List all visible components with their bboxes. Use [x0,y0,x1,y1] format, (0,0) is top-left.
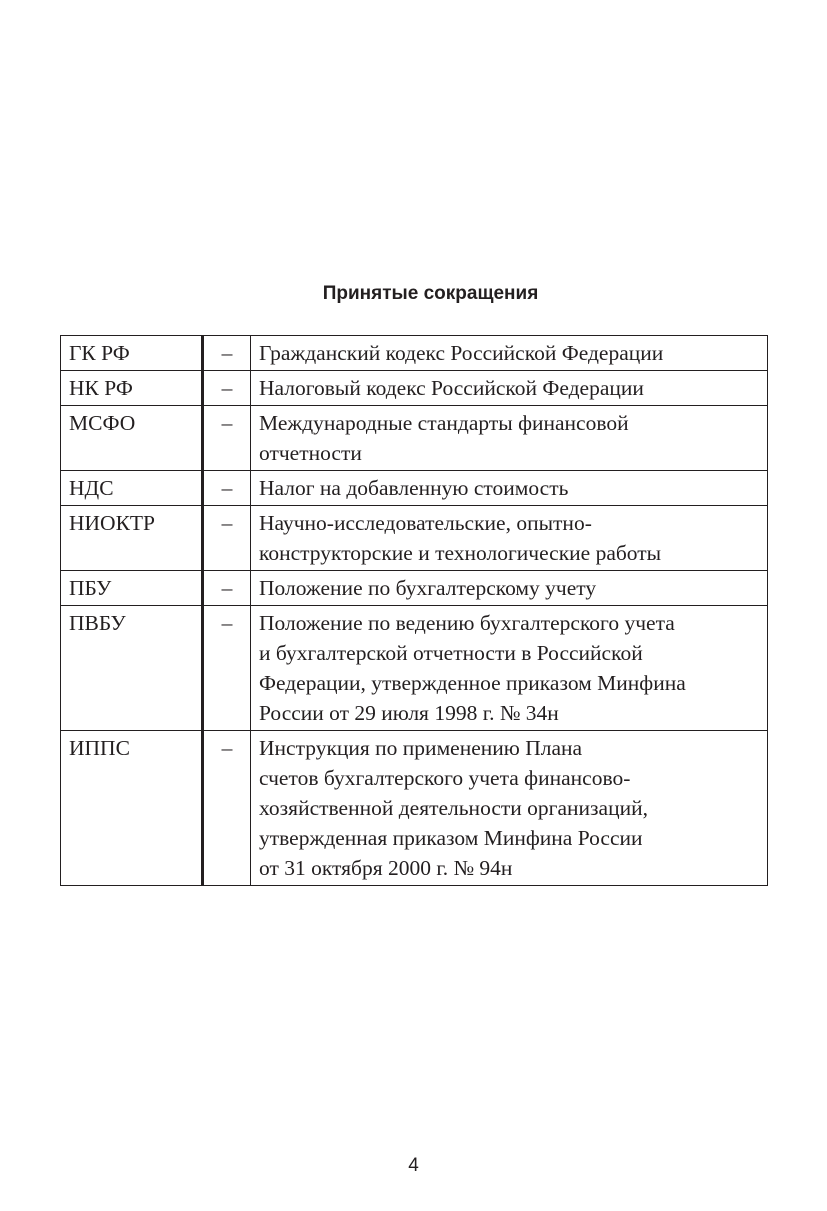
table-row [61,336,768,371]
dash-cell: – [203,471,251,506]
dash-cell: – [203,606,251,731]
table-row [61,731,768,886]
definition-line: Инструкция по применению Плана [259,736,583,760]
dash-cell: – [203,336,251,371]
dash-cell: – [203,506,251,571]
abbreviation-cell: МСФО [61,406,203,471]
definition-cell [251,571,768,606]
definition-cell [251,471,768,506]
definition-line: утвержденная приказом Минфина России [259,826,643,850]
definition-cell [251,731,768,886]
abbreviation-cell: ГК РФ [61,336,203,371]
dash-cell: – [203,731,251,886]
table-row [61,371,768,406]
definition-line: Положение по бухгалтерскому учету [259,576,597,600]
abbreviation-cell: ИППС [61,731,203,886]
table-row [61,471,768,506]
definition-line: Гражданский кодекс Российской Федерации [259,341,664,365]
table-row [61,606,768,731]
abbreviation-cell: НДС [61,471,203,506]
definition-line: Налоговый кодекс Российской Федерации [259,376,644,400]
definition-line: хозяйственной деятельности организаций, [259,796,648,820]
definition-cell [251,606,768,731]
definition-line: счетов бухгалтерского учета финансово- [259,766,631,790]
definition-line: и бухгалтерской отчетности в Российской [259,641,643,665]
definition-line: конструкторские и технологические работы [259,541,662,565]
dash-cell: – [203,571,251,606]
definition-line: отчетности [259,441,362,465]
definition-line: России от 29 июля 1998 г. № 34н [259,701,559,725]
abbreviations-table-body [61,336,768,886]
page-number: 4 [408,1155,419,1176]
abbreviation-cell: ПБУ [61,571,203,606]
definition-line: от 31 октября 2000 г. № 94н [259,856,513,880]
table-row [61,506,768,571]
table-row [61,571,768,606]
abbreviation-cell: НИОКТР [61,506,203,571]
dash-cell: – [203,371,251,406]
abbreviation-cell: ПВБУ [61,606,203,731]
definition-line: Положение по ведению бухгалтерского учета [259,611,675,635]
definition-line: Федерации, утвержденное приказом Минфина [259,671,686,695]
definition-line: Международные стандарты финансовой [259,411,629,435]
page-title: Принятые сокращения [322,283,539,304]
definition-line: Налог на добавленную стоимость [259,476,569,500]
definition-cell [251,336,768,371]
abbreviations-table [60,335,768,886]
table-row [61,406,768,471]
definition-line: Научно-исследовательские, опытно- [259,511,592,535]
definition-cell [251,371,768,406]
abbreviation-cell: НК РФ [61,371,203,406]
definition-cell [251,406,768,471]
dash-cell: – [203,406,251,471]
definition-cell [251,506,768,571]
